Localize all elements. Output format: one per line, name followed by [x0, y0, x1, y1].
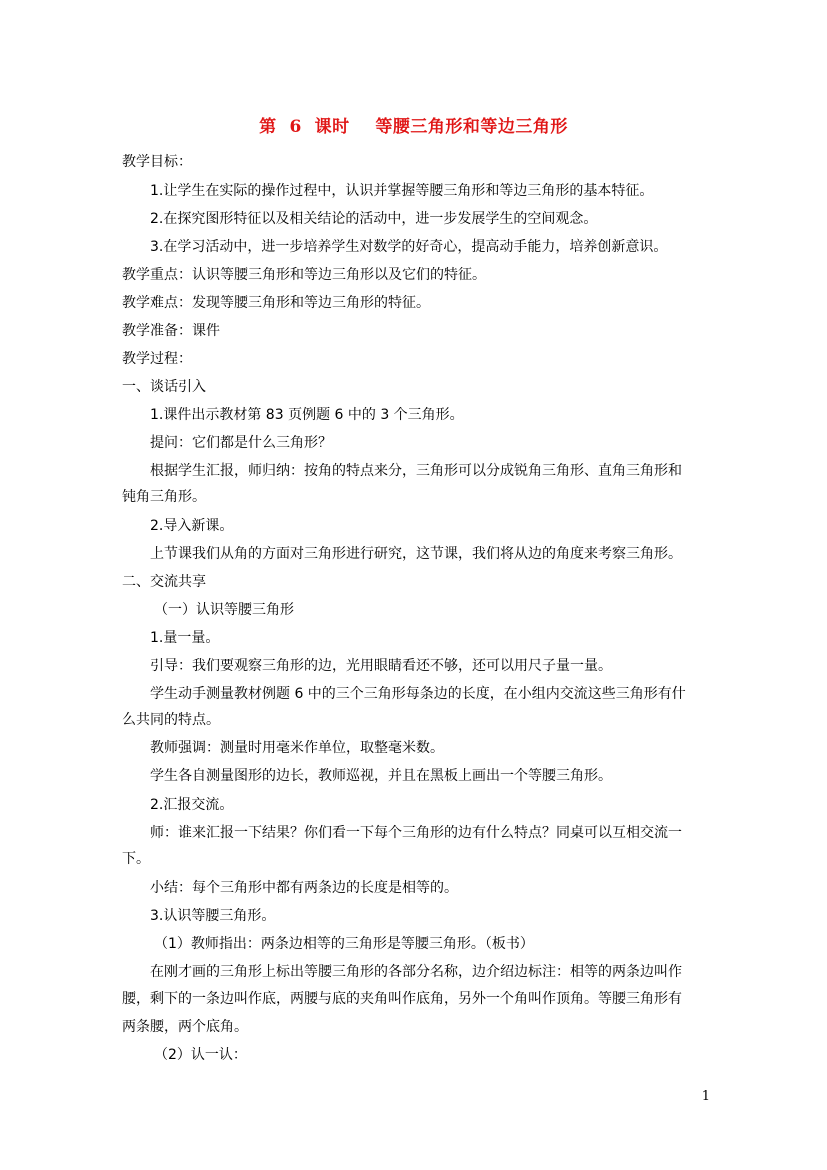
paragraph: 提问：它们都是什么三角形？	[150, 435, 332, 451]
paragraph: 1.量一量。	[150, 630, 220, 646]
paragraph: 学生各自测量图形的边长，教师巡视，并且在黑板上画出一个等腰三角形。	[150, 768, 612, 784]
difficulties: 教学难点：发现等腰三角形和等边三角形的特征。	[122, 295, 430, 311]
paragraph: 2.导入新课。	[150, 518, 234, 534]
section-2-heading: 二、交流共享	[122, 574, 206, 590]
page-number: 1	[701, 1089, 710, 1104]
paragraph: （1）教师指出：两条边相等的三角形是等腰三角形。（板书）	[154, 936, 534, 952]
paragraph: 小结：每个三角形中都有两条边的长度是相等的。	[150, 880, 458, 896]
paragraph: 师：谁来汇报一下结果？你们看一下每个三角形的边有什么特点？同桌可以互相交流一	[150, 825, 682, 841]
paragraph-continued: 么共同的特点。	[122, 712, 220, 728]
section-1-heading: 一、谈话引入	[122, 379, 206, 395]
objective-3: 3.在学习活动中，进一步培养学生对数学的好奇心，提高动手能力，培养创新意识。	[150, 239, 668, 255]
paragraph-continued: 两条腰，两个底角。	[122, 1019, 248, 1035]
paragraph-continued: 腰，剩下的一条边叫作底，两腰与底的夹角叫作底角，另外一个角叫作顶角。等腰三角形有	[122, 991, 682, 1007]
heading-objectives: 教学目标：	[122, 154, 192, 170]
paragraph: 根据学生汇报，师归纳：按角的特点来分，三角形可以分成锐角三角形、直角三角形和	[150, 463, 682, 479]
paragraph: 1.课件出示教材第 83 页例题 6 中的 3 个三角形。	[150, 407, 464, 423]
paragraph: （2）认一认：	[154, 1047, 247, 1063]
paragraph: 学生动手测量教材例题 6 中的三个三角形每条边的长度，在小组内交流这些三角形有什	[150, 686, 686, 702]
heading-process: 教学过程：	[122, 351, 192, 367]
paragraph: 引导：我们要观察三角形的边，光用眼睛看还不够，还可以用尺子量一量。	[150, 658, 612, 674]
objective-2: 2.在探究图形特征以及相关结论的活动中，进一步发展学生的空间观念。	[150, 211, 598, 227]
paragraph: 教师强调：测量时用毫米作单位，取整毫米数。	[150, 740, 444, 756]
lesson-title: 第 6 课时 等腰三角形和等边三角形	[259, 117, 568, 137]
paragraph-continued: 钝角三角形。	[122, 489, 206, 505]
subsection-heading: （一）认识等腰三角形	[154, 602, 294, 618]
key-points: 教学重点：认识等腰三角形和等边三角形以及它们的特征。	[122, 267, 486, 283]
preparation: 教学准备：课件	[122, 323, 220, 339]
paragraph: 2.汇报交流。	[150, 797, 234, 813]
paragraph: 在刚才画的三角形上标出等腰三角形的各部分名称，边介绍边标注：相等的两条边叫作	[150, 964, 682, 980]
paragraph: 3.认识等腰三角形。	[150, 908, 276, 924]
objective-1: 1.让学生在实际的操作过程中，认识并掌握等腰三角形和等边三角形的基本特征。	[150, 183, 654, 199]
paragraph-continued: 下。	[122, 851, 150, 867]
paragraph: 上节课我们从角的方面对三角形进行研究，这节课，我们将从边的角度来考察三角形。	[150, 546, 682, 562]
